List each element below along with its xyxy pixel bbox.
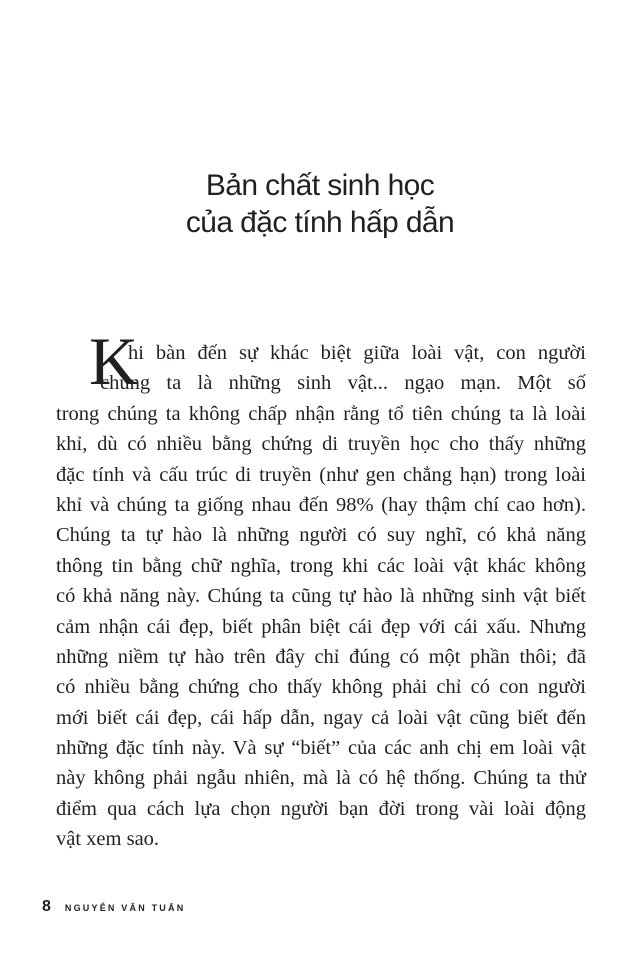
paragraph-line: hi bàn đến sự khác biệt giữa loài vật, con người — [128, 342, 586, 364]
chapter-title-line-1: Bản chất sinh học — [205, 169, 435, 202]
drop-cap: K — [89, 323, 139, 399]
paragraph-line: trong chúng ta không chấp nhận rằng tổ tiên chúng ta là loài — [56, 402, 586, 425]
paragraph-line: này không phải ngẫu nhiên, mà là có hệ thống. Chúng ta thử — [56, 767, 586, 790]
paragraph-line: những đặc tính này. Và sự “biết” của các anh chị em loài vật — [56, 737, 586, 760]
paragraph-line: có nhiều bằng chứng cho thấy không phải chỉ có con người — [56, 676, 586, 699]
paragraph-line: mới biết cái đẹp, cái hấp dẫn, ngay cả loài vật cũng biết đến — [56, 706, 586, 729]
page-number: 8 — [42, 898, 51, 915]
chapter-title-line-2: của đặc tính hấp dẫn — [185, 206, 455, 239]
paragraph-line: khỉ và chúng ta giống nhau đến 98% (hay thậm chí cao hơn). — [56, 493, 586, 516]
paragraph-line: cảm nhận cái đẹp, biết phân biệt cái đẹp với cái xấu. Nhưng — [56, 615, 586, 638]
paragraph-line: điểm qua cách lựa chọn người bạn đời trong vài loài động — [56, 797, 586, 820]
author-name: NGUYỄN VĂN TUẤN — [64, 903, 186, 913]
body-paragraph — [56, 338, 586, 855]
page-footer — [42, 898, 185, 920]
paragraph-line: đặc tính và cấu trúc di truyền (như gen chẳng hạn) trong loài — [56, 463, 586, 486]
paragraph-line: chúng ta là những sinh vật... ngạo mạn. Một số — [100, 372, 586, 395]
paragraph-line: thông tin bằng chữ nghĩa, trong khi các loài vật khác không — [56, 554, 586, 577]
paragraph-line: những niềm tự hào trên đây chỉ đúng có một phần thôi; đã — [56, 645, 586, 668]
paragraph-line: Chúng ta tự hào là những người có suy nghĩ, có khả năng — [56, 524, 586, 547]
paragraph-line: có khả năng này. Chúng ta cũng tự hào là những sinh vật biết — [56, 585, 586, 608]
paragraph-line: vật xem sao. — [56, 828, 160, 851]
chapter-title — [0, 167, 640, 241]
paragraph-line: khỉ, dù có nhiều bằng chứng di truyền học cho thấy những — [56, 433, 586, 456]
